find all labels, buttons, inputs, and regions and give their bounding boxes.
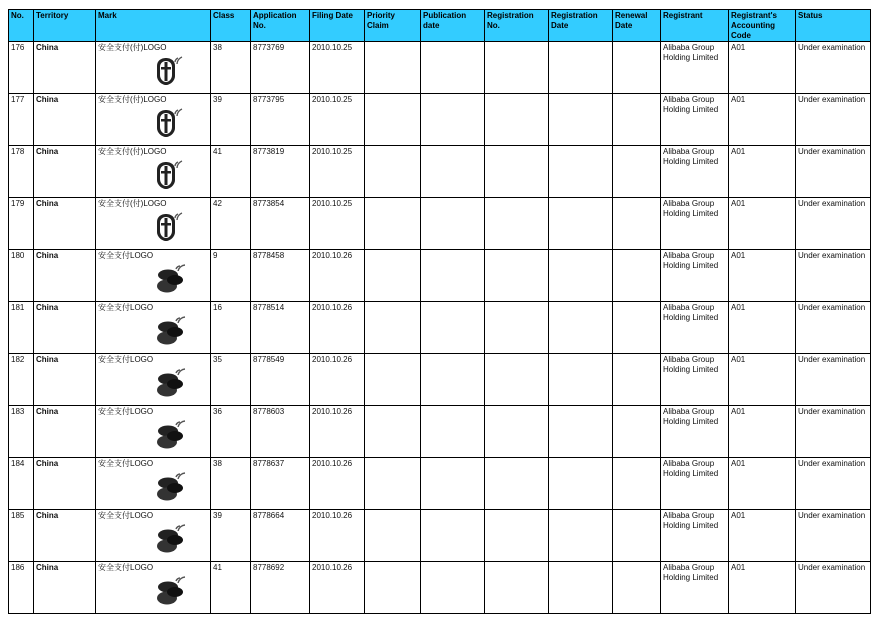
cell-publication-date [421,458,485,510]
cell-application-no: 8778514 [251,302,310,354]
cell-application-no: 8778637 [251,458,310,510]
cell-registrant: Alibaba Group Holding Limited [661,354,729,406]
cell-publication-date [421,146,485,198]
cell-publication-date [421,198,485,250]
cell-application-no: 8778664 [251,510,310,562]
cell-renewal-date [613,406,661,458]
cell-status: Under examination [796,406,871,458]
cell-filing-date: 2010.10.26 [310,458,365,510]
header-filing-date: Filing Date [310,10,365,42]
cell-no: 178 [9,146,34,198]
cell-status: Under examination [796,562,871,614]
header-renewal-date: Renewal Date [613,10,661,42]
cell-registrant: Alibaba Group Holding Limited [661,458,729,510]
cell-filing-date: 2010.10.26 [310,302,365,354]
cell-status: Under examination [796,94,871,146]
cell-application-no: 8773769 [251,42,310,94]
table-row [9,510,871,562]
cell-priority-claim [365,42,421,94]
cell-registration-no [485,354,549,406]
cell-priority-claim [365,458,421,510]
cell-renewal-date [613,146,661,198]
cell-accounting-code: A01 [729,354,796,406]
cell-priority-claim [365,250,421,302]
cell-registration-date [549,146,613,198]
cell-no: 177 [9,94,34,146]
cell-renewal-date [613,510,661,562]
dark-blob-wifi-logo-icon [154,471,190,506]
cell-mark [96,562,211,614]
cell-accounting-code: A01 [729,406,796,458]
cell-registration-date [549,458,613,510]
cell-publication-date [421,510,485,562]
cell-accounting-code: A01 [729,510,796,562]
cell-renewal-date [613,198,661,250]
cell-mark [96,406,211,458]
cell-registration-no [485,42,549,94]
mark-text: 安全支付LOGO [98,511,154,520]
cell-registration-no [485,562,549,614]
cell-publication-date [421,562,485,614]
cell-class: 36 [211,406,251,458]
cell-registration-date [549,250,613,302]
table-row [9,458,871,510]
cell-status: Under examination [796,458,871,510]
cell-registration-no [485,458,549,510]
cell-renewal-date [613,94,661,146]
cell-application-no: 8778603 [251,406,310,458]
table-row [9,94,871,146]
cell-class: 42 [211,198,251,250]
shield-wifi-logo-icon [154,159,184,194]
header-no: No. [9,10,34,42]
cell-accounting-code: A01 [729,42,796,94]
cell-publication-date [421,250,485,302]
cell-territory: China [34,146,96,198]
cell-registrant: Alibaba Group Holding Limited [661,94,729,146]
cell-filing-date: 2010.10.25 [310,42,365,94]
cell-filing-date: 2010.10.26 [310,406,365,458]
cell-registration-no [485,146,549,198]
cell-no: 185 [9,510,34,562]
cell-territory: China [34,406,96,458]
mark-text: 安全支付LOGO [98,563,154,572]
cell-mark [96,146,211,198]
cell-class: 39 [211,510,251,562]
cell-publication-date [421,354,485,406]
cell-status: Under examination [796,250,871,302]
cell-registration-no [485,406,549,458]
table-row [9,146,871,198]
cell-class: 9 [211,250,251,302]
cell-filing-date: 2010.10.26 [310,250,365,302]
dark-blob-wifi-logo-icon [154,263,190,298]
cell-mark [96,458,211,510]
cell-registrant: Alibaba Group Holding Limited [661,198,729,250]
header-publication-date: Publication date [421,10,485,42]
cell-priority-claim [365,302,421,354]
cell-application-no: 8773795 [251,94,310,146]
cell-status: Under examination [796,146,871,198]
cell-mark [96,94,211,146]
cell-accounting-code: A01 [729,198,796,250]
shield-wifi-logo-icon [154,55,184,90]
cell-class: 35 [211,354,251,406]
cell-filing-date: 2010.10.26 [310,354,365,406]
cell-status: Under examination [796,510,871,562]
cell-filing-date: 2010.10.25 [310,198,365,250]
cell-accounting-code: A01 [729,458,796,510]
cell-territory: China [34,458,96,510]
dark-blob-wifi-logo-icon [154,419,190,454]
header-registrant: Registrant [661,10,729,42]
cell-mark [96,250,211,302]
cell-filing-date: 2010.10.26 [310,510,365,562]
cell-registration-no [485,198,549,250]
cell-registration-date [549,406,613,458]
table-row [9,250,871,302]
cell-territory: China [34,354,96,406]
cell-registrant: Alibaba Group Holding Limited [661,562,729,614]
cell-filing-date: 2010.10.25 [310,146,365,198]
cell-accounting-code: A01 [729,302,796,354]
cell-application-no: 8778549 [251,354,310,406]
cell-no: 181 [9,302,34,354]
cell-filing-date: 2010.10.26 [310,562,365,614]
header-registration-no: Registration No. [485,10,549,42]
shield-wifi-logo-icon [154,107,184,142]
cell-registrant: Alibaba Group Holding Limited [661,406,729,458]
cell-publication-date [421,302,485,354]
dark-blob-wifi-logo-icon [154,523,190,558]
cell-no: 179 [9,198,34,250]
cell-publication-date [421,94,485,146]
cell-priority-claim [365,562,421,614]
cell-registration-no [485,250,549,302]
cell-application-no: 8778692 [251,562,310,614]
mark-text: 安全支付LOGO [98,251,154,260]
cell-mark [96,198,211,250]
cell-registration-date [549,94,613,146]
cell-application-no: 8773819 [251,146,310,198]
header-mark: Mark [96,10,211,42]
cell-priority-claim [365,510,421,562]
table-row [9,562,871,614]
cell-publication-date [421,406,485,458]
cell-mark [96,510,211,562]
cell-mark [96,302,211,354]
cell-class: 16 [211,302,251,354]
cell-status: Under examination [796,42,871,94]
cell-registration-date [549,510,613,562]
cell-mark [96,354,211,406]
trademark-table-page [8,9,871,614]
cell-no: 176 [9,42,34,94]
cell-filing-date: 2010.10.25 [310,94,365,146]
cell-territory: China [34,510,96,562]
trademark-table [8,9,871,614]
mark-text: 安全支付LOGO [98,355,154,364]
cell-renewal-date [613,354,661,406]
cell-territory: China [34,302,96,354]
cell-class: 41 [211,146,251,198]
cell-status: Under examination [796,354,871,406]
cell-mark [96,42,211,94]
cell-registration-date [549,302,613,354]
mark-text: 安全支付(付)LOGO [98,95,167,104]
mark-text: 安全支付(付)LOGO [98,43,167,52]
cell-accounting-code: A01 [729,562,796,614]
dark-blob-wifi-logo-icon [154,367,190,402]
header-application-no: Application No. [251,10,310,42]
cell-registration-date [549,42,613,94]
cell-registrant: Alibaba Group Holding Limited [661,42,729,94]
table-row [9,354,871,406]
cell-registration-date [549,562,613,614]
cell-no: 182 [9,354,34,406]
cell-territory: China [34,198,96,250]
header-row [9,10,871,42]
cell-priority-claim [365,354,421,406]
mark-text: 安全支付LOGO [98,303,154,312]
header-territory: Territory [34,10,96,42]
cell-registration-no [485,302,549,354]
cell-accounting-code: A01 [729,94,796,146]
mark-text: 安全支付(付)LOGO [98,199,167,208]
cell-no: 180 [9,250,34,302]
cell-registrant: Alibaba Group Holding Limited [661,510,729,562]
cell-priority-claim [365,406,421,458]
cell-renewal-date [613,302,661,354]
cell-priority-claim [365,198,421,250]
cell-no: 184 [9,458,34,510]
shield-wifi-logo-icon [154,211,184,246]
header-status: Status [796,10,871,42]
cell-registration-no [485,94,549,146]
dark-blob-wifi-logo-icon [154,575,190,610]
mark-text: 安全支付(付)LOGO [98,147,167,156]
cell-renewal-date [613,562,661,614]
cell-application-no: 8773854 [251,198,310,250]
cell-renewal-date [613,250,661,302]
cell-registration-no [485,510,549,562]
cell-status: Under examination [796,198,871,250]
header-accounting-code: Registrant's Accounting Code [729,10,796,42]
mark-text: 安全支付LOGO [98,459,154,468]
cell-territory: China [34,42,96,94]
table-row [9,406,871,458]
cell-no: 186 [9,562,34,614]
mark-text: 安全支付LOGO [98,407,154,416]
cell-publication-date [421,42,485,94]
cell-class: 38 [211,42,251,94]
table-row [9,198,871,250]
cell-registration-date [549,354,613,406]
cell-class: 39 [211,94,251,146]
cell-class: 38 [211,458,251,510]
dark-blob-wifi-logo-icon [154,315,190,350]
cell-registrant: Alibaba Group Holding Limited [661,302,729,354]
cell-accounting-code: A01 [729,146,796,198]
table-row [9,302,871,354]
cell-territory: China [34,562,96,614]
cell-application-no: 8778458 [251,250,310,302]
cell-accounting-code: A01 [729,250,796,302]
header-class: Class [211,10,251,42]
cell-no: 183 [9,406,34,458]
cell-registrant: Alibaba Group Holding Limited [661,146,729,198]
cell-priority-claim [365,94,421,146]
cell-territory: China [34,250,96,302]
header-priority-claim: Priority Claim [365,10,421,42]
header-registration-date: Registration Date [549,10,613,42]
cell-status: Under examination [796,302,871,354]
cell-territory: China [34,94,96,146]
cell-priority-claim [365,146,421,198]
cell-registrant: Alibaba Group Holding Limited [661,250,729,302]
table-row [9,42,871,94]
cell-renewal-date [613,42,661,94]
cell-renewal-date [613,458,661,510]
cell-class: 41 [211,562,251,614]
cell-registration-date [549,198,613,250]
